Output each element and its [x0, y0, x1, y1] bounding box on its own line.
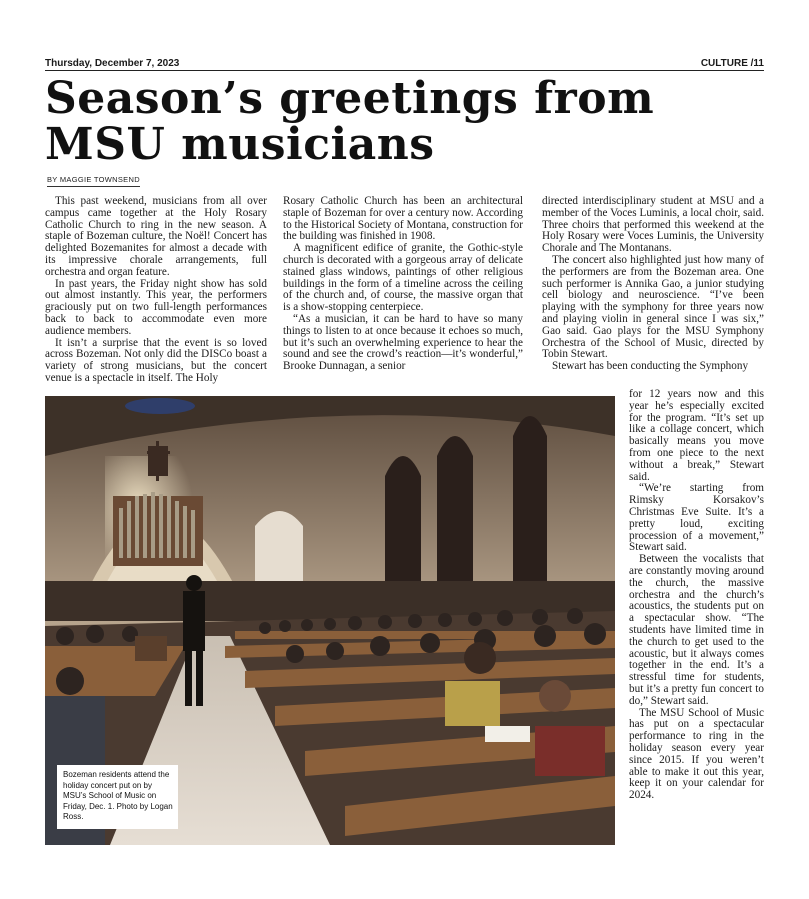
page-header — [45, 58, 764, 70]
article-headline: Season’s greetings from MSU musicians — [45, 73, 655, 170]
header-rule — [45, 70, 764, 71]
byline: BY MAGGIE TOWNSEND — [47, 175, 140, 187]
paragraph: The MSU School of Music has put on a spectacular performance to ring in the holiday season every year since 2015. If you weren’t able to make it out this year, keep it on your calendar for 2024. — [629, 706, 764, 802]
paragraph: In past years, the Friday night show has sold out almost instantly. This year, the performers graciously put on two full-length performances back to back to accommodate even more audience members. — [45, 277, 267, 337]
article-column-2 — [283, 196, 523, 373]
paragraph: “As a musician, it can be hard to have so many things to listen to at once because it echoes so much, but it’s such an overwhelming experience to hear the sound and see the crowd’s reaction—it’s wonderful,” Brooke Dunnagan, a senior — [283, 312, 523, 373]
paragraph: It isn’t a surprise that the event is so loved across Bozeman. Not only did the DISCo boast a variety of strong musicians, but the concert venue is a spectacle in itself. The Holy — [45, 336, 267, 384]
paragraph: This past weekend, musicians from all over campus came together at the Holy Rosary Catholic Church to ring in the new season. A staple of Bozeman culture, the Noël! Concert has delighted Bozemanites for almost a decade with its impressive chorale arrangements, full orchestra and organ feature. — [45, 195, 267, 278]
issue-date: Thursday, December 7, 2023 — [45, 58, 180, 69]
paragraph: A magnificent edifice of granite, the Gothic-style church is decorated with a gorgeous array of delicate stained glass windows, paintings of other religious buildings in the form of a timeline across the ceiling of the church and, of course, the massive organ that is a show-stopping centerpiece. — [283, 242, 523, 314]
article-column-3-continued — [629, 389, 764, 802]
paragraph: for 12 years now and this year he’s especially excited for the program. “It’s set up like a collage concert, which basically means you move from one piece to the next without a break,” Stewart said. — [629, 388, 764, 483]
paragraph: Between the vocalists that are constantly moving around the church, the massive orchestra and the church’s acoustics, the students put on a spectacular show. “The students have limited time in the church to get used to the acoustic, but it always comes together in the end. It’s a stressful time for students, but it’s a pretty fun concert to do,” Stewart said. — [629, 553, 764, 707]
paragraph: “We’re starting from Rimsky Korsakov’s Christmas Eve Suite. It’s a pretty loud, exciting procession of a movement,” Stewart said. — [629, 482, 764, 554]
article-column-3 — [542, 196, 764, 373]
article-column-1 — [45, 196, 267, 385]
section-page-label: CULTURE /11 — [700, 58, 764, 69]
paragraph: directed interdisciplinary student at MSU and a member of the Voces Luminis, a local choir, said. Three choirs that performed this weekend at the Holy Rosary were Voces Luminis, the University Chorale and The Montanans. — [542, 195, 764, 255]
paragraph: The concert also highlighted just how many of the performers are from the Bozeman area. One such performer is Annika Gao, a junior studying cell biology and neuroscience. “I’ve been playing with the symphony for three years now and playing violin in general since I was six,” Gao said. Gao plays for the MSU Symphony Orchestra of the School of Music, directed by Tobin Stewart. — [542, 253, 764, 361]
paragraph: Rosary Catholic Church has been an architectural staple of Bozeman for over a century now. According to the Historical Society of Montana, construction for the building was finished in 1908. — [283, 195, 523, 243]
photo-caption: Bozeman residents attend the holiday concert put on by MSU’s School of Music on Friday, Dec. 1. Photo by Logan Ross. — [57, 765, 178, 829]
paragraph: Stewart has been conducting the Symphony — [552, 360, 749, 373]
